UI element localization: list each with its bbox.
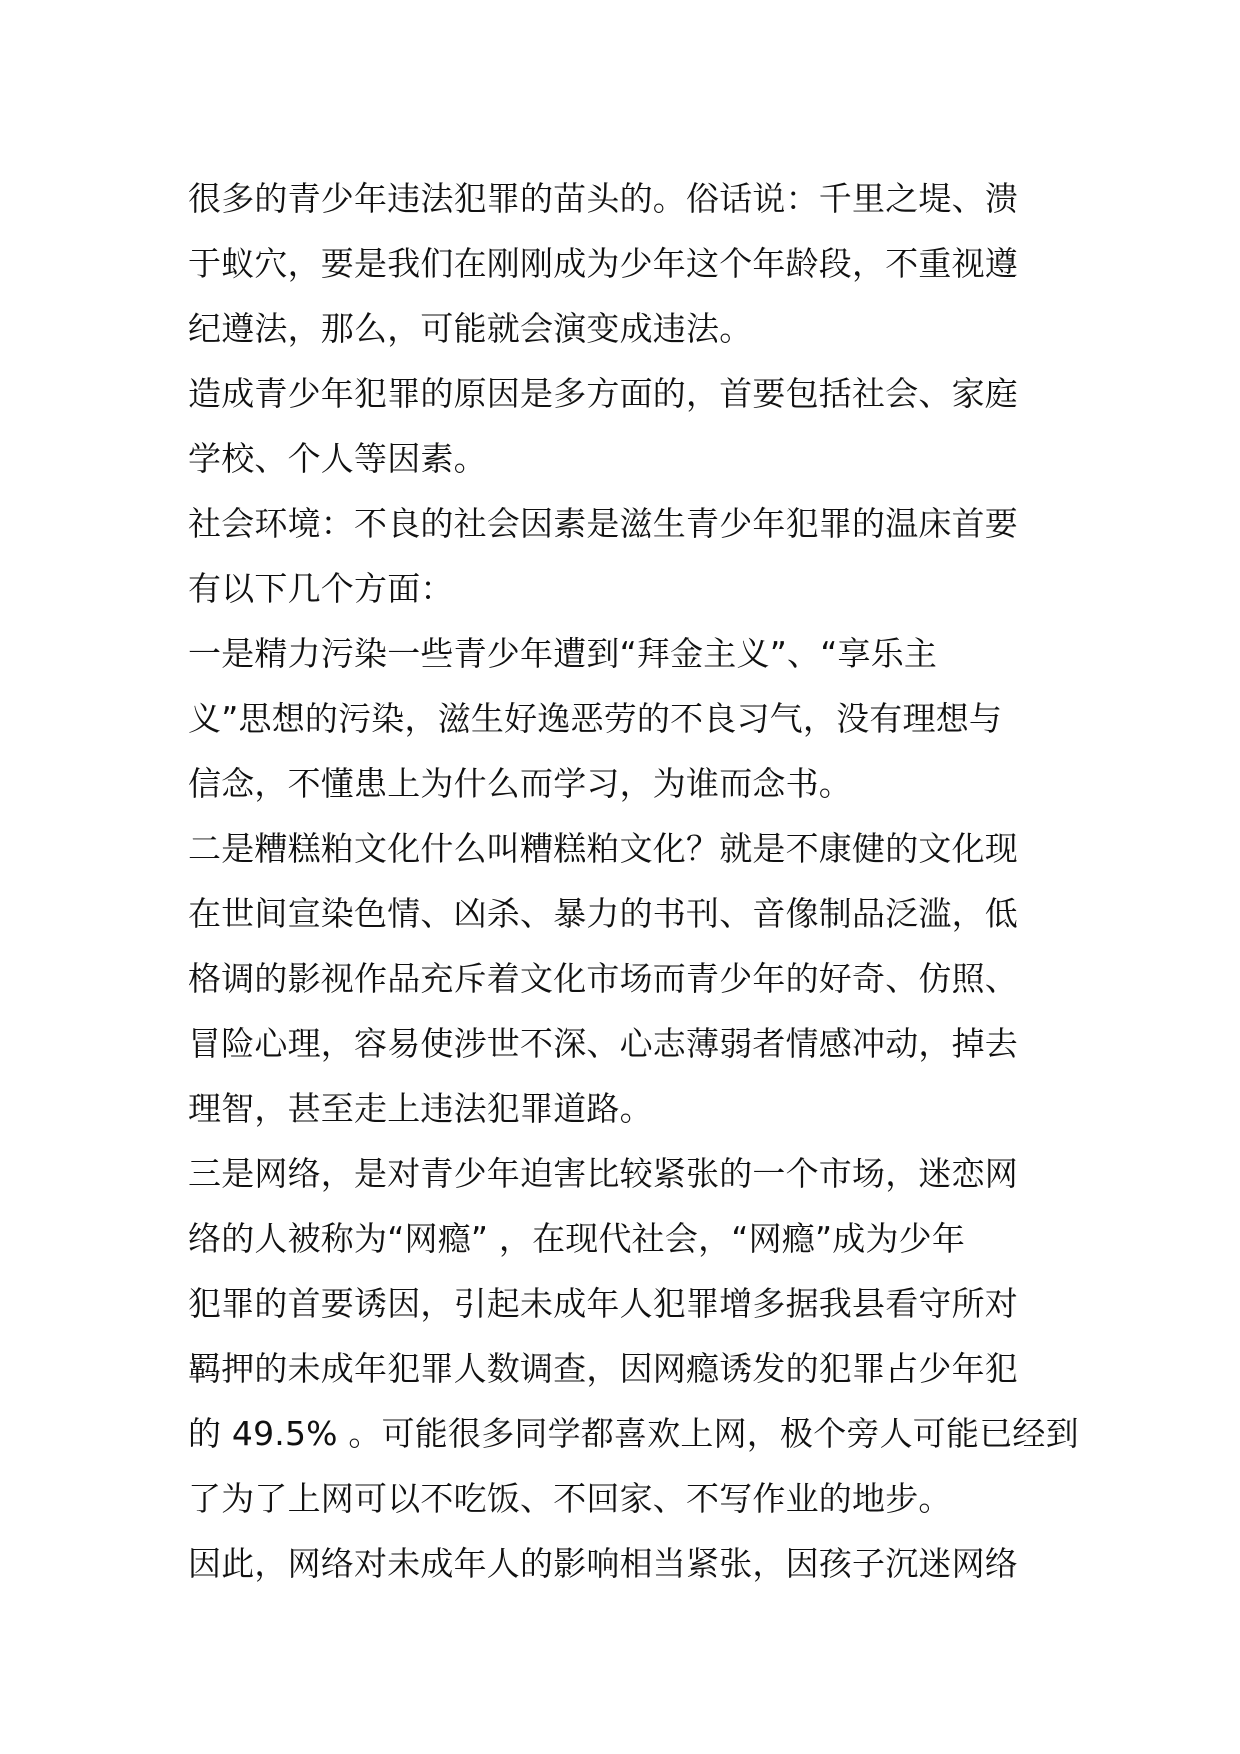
text-line: 二是糟糕粕文化什么叫糟糕粕文化？就是不康健的文化现 [188,829,1018,868]
text-line: 社会环境：不良的社会因素是滋生青少年犯罪的温床首要 [188,504,1018,543]
text-line: 理智，甚至走上违法犯罪道路。 [188,1089,653,1128]
text-line: 三是网络，是对青少年迫害比较紧张的一个市场，迷恋网 [188,1154,1018,1193]
text-line: 因此，网络对未成年人的影响相当紧张，因孩子沉迷网络 [188,1544,1018,1583]
text-line: 信念，不懂患上为什么而学习，为谁而念书。 [188,764,852,803]
text-line: 了为了上网可以不吃饭、不回家、不写作业的地步。 [188,1479,952,1518]
text-line: 络的人被称为“网瘾” ，在现代社会，“网瘾”成为少年 [188,1219,966,1258]
text-line: 义”思想的污染，滋生好逸恶劳的不良习气，没有理想与 [188,699,1003,738]
text-line: 一是精力污染一些青少年遭到“拜金主义”、“享乐主 [188,634,938,673]
text-line: 羁押的未成年犯罪人数调查，因网瘾诱发的犯罪占少年犯 [188,1349,1018,1388]
text-line: 于蚁穴，要是我们在刚刚成为少年这个年龄段，不重视遵 [188,244,1018,283]
text-line: 冒险心理，容易使涉世不深、心志薄弱者情感冲动，掉去 [188,1024,1018,1063]
text-line: 格调的影视作品充斥着文化市场而青少年的好奇、仿照、 [188,959,1018,998]
text-line: 的 49.5% 。可能很多同学都喜欢上网，极个旁人可能已经到 [188,1414,1079,1453]
text-line: 有以下几个方面： [188,569,454,608]
text-line: 造成青少年犯罪的原因是多方面的，首要包括社会、家庭 [188,374,1018,413]
text-line: 犯罪的首要诱因，引起未成年人犯罪增多据我县看守所对 [188,1284,1018,1323]
text-line: 纪遵法，那么，可能就会演变成违法。 [188,309,753,348]
text-line: 很多的青少年违法犯罪的苗头的。俗话说：千里之堤、溃 [188,179,1018,218]
text-line: 学校、个人等因素。 [188,439,487,478]
text-line: 在世间宣染色情、凶杀、暴力的书刊、音像制品泛滥，低 [188,894,1018,933]
body-text [188,166,1079,1596]
